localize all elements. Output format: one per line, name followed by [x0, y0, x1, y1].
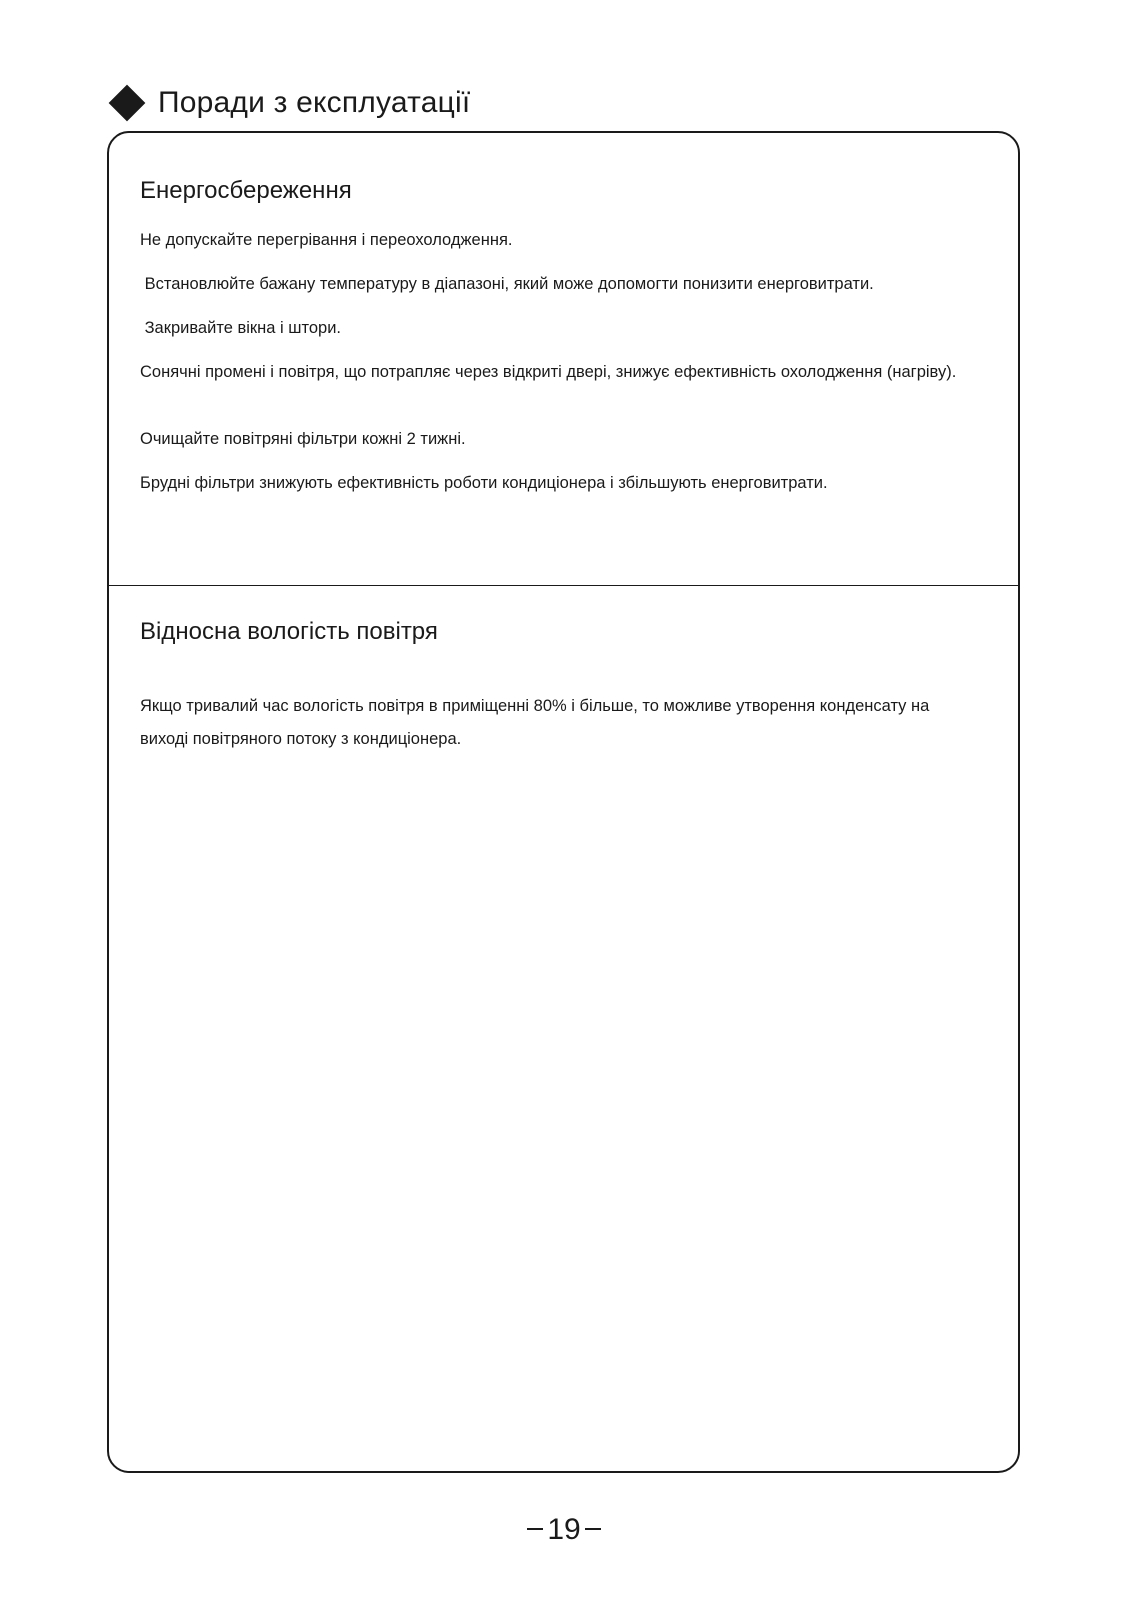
dash-right: [585, 1528, 601, 1530]
page-number: [0, 1513, 1128, 1547]
energy-paragraph: Очищайте повітряні фільтри кожні 2 тижні.: [140, 430, 466, 448]
page-number-value: 19: [547, 1513, 581, 1546]
page-header: [108, 80, 470, 126]
energy-paragraph: Закривайте вікна і штори.: [140, 319, 341, 337]
energy-saving-section: [109, 133, 1018, 586]
page-title: Поради з експлуатації: [158, 86, 471, 119]
energy-saving-heading: Енергосбереження: [140, 177, 352, 204]
humidity-heading: Відносна вологість повітря: [140, 618, 438, 645]
energy-paragraph: Сонячні промені і повітря, що потрапляє через відкриті двері, знижує ефективність охолодження (нагріву).: [140, 363, 957, 381]
energy-paragraph: Не допускайте перегрівання і переохолодження.: [140, 231, 513, 249]
dash-left: [527, 1528, 543, 1530]
diamond-icon: [109, 85, 146, 122]
humidity-paragraph: Якщо тривалий час вологість повітря в приміщенні 80% і більше, то можливе утворення конденсату на виході повітряного потоку з кондиціонера.: [140, 697, 930, 748]
energy-paragraph: Встановлюйте бажану температуру в діапазоні, який може допомогти понизити енерговитрати.: [140, 275, 874, 293]
energy-paragraph: Брудні фільтри знижують ефективність роботи кондиціонера і збільшують енерговитрати.: [140, 474, 828, 492]
content-panel: [107, 131, 1020, 1473]
